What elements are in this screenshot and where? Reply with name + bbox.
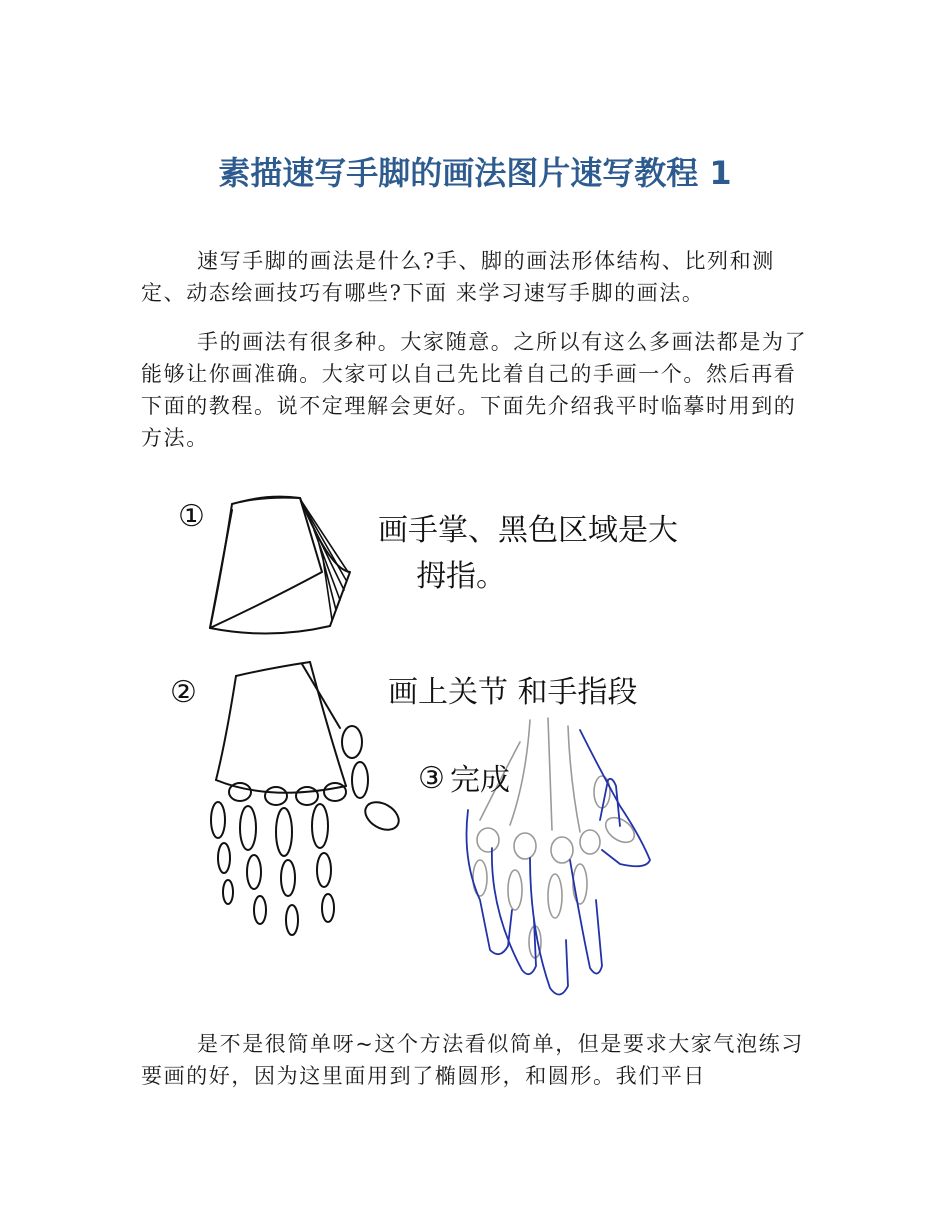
step2-number: ②	[170, 675, 197, 710]
step3-note: 完成	[450, 763, 510, 798]
step1-palm-sketch	[210, 497, 350, 634]
conclusion-paragraph: 是不是很简单呀~这个方法看似简单，但是要求大家气泡练习要画的好，因为这里面用到了椭圆形，和圆形。我们平日	[141, 1032, 804, 1088]
step3-hand-sketch	[467, 718, 651, 995]
method-paragraph: 手的画法有很多种。大家随意。之所以有这么多画法都是为了能够让你画准确。大家可以自己先比着自己的手画一个。然后再看下面的教程。说不定理解会更好。下面先介绍我平时临摹时用到的方法。	[141, 330, 808, 450]
intro-paragraph: 速写手脚的画法是什么?手、脚的画法形体结构、比列和测定、动态绘画技巧有哪些?下面 来学习速写手脚的画法。	[141, 249, 775, 305]
step1-note-line2: 拇指。	[416, 559, 506, 594]
step3-number: ③	[418, 761, 445, 796]
step1-note-line1: 画手掌、黑色区域是大	[378, 513, 678, 548]
step2-note: 画上关节 和手指段	[388, 675, 638, 710]
hand-sketch-svg	[150, 480, 730, 1020]
step2-hand-sketch	[211, 662, 404, 935]
page-title: 素描速写手脚的画法图片速写教程 1	[218, 154, 732, 192]
step1-number: ①	[178, 499, 205, 534]
hand-drawing-tutorial-illustration	[150, 480, 730, 1020]
